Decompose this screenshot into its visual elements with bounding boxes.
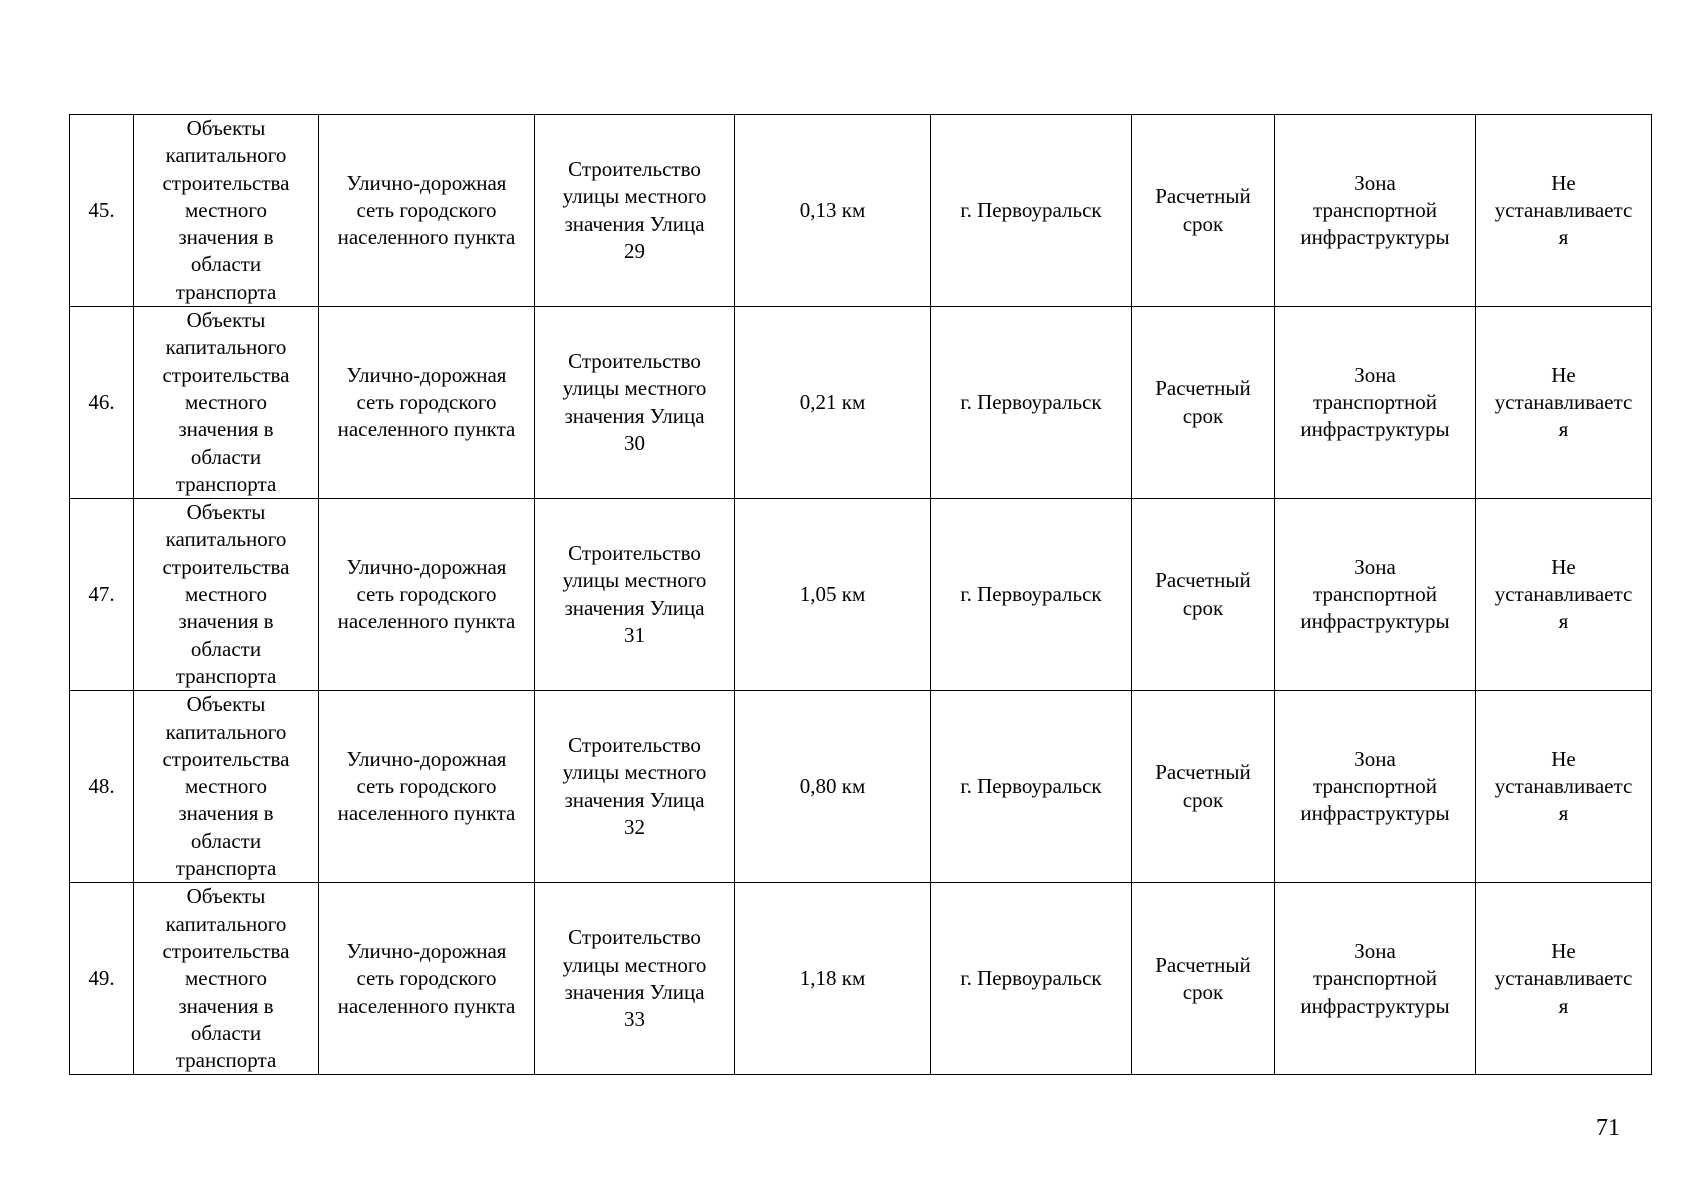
object-location: г. Первоуральск <box>960 774 1102 799</box>
page-number: 71 <box>1596 1115 1620 1141</box>
object-purpose: Строительство улицы местного значения Улица 32 <box>562 733 707 840</box>
table-row <box>70 115 1652 307</box>
zone-boundaries: Не устанавливаетс я <box>1494 554 1633 634</box>
object-type: Улично-дорожная сеть городского населенного пункта <box>337 938 516 1018</box>
functional-zone-cell <box>1275 115 1476 307</box>
zone-boundaries-cell <box>1476 499 1652 691</box>
object-location: г. Первоуральск <box>960 389 1102 414</box>
object-location: г. Первоуральск <box>960 582 1102 607</box>
object-purpose: Строительство улицы местного значения Улица 30 <box>562 349 707 455</box>
row-number: 49. <box>88 966 115 991</box>
object-length-cell <box>735 883 931 1075</box>
object-purpose-cell <box>535 307 735 499</box>
row-number-cell <box>70 499 134 691</box>
object-location-cell <box>931 691 1132 883</box>
table-row <box>70 691 1652 883</box>
implementation-term-cell <box>1132 115 1275 307</box>
row-number: 46. <box>88 389 115 414</box>
implementation-term-cell <box>1132 691 1275 883</box>
object-length-cell <box>735 307 931 499</box>
implementation-term-cell <box>1132 499 1275 691</box>
object-type-cell <box>319 691 535 883</box>
zone-boundaries: Не устанавливаетс я <box>1494 362 1633 442</box>
implementation-term: Расчетный срок <box>1155 184 1251 236</box>
object-location-cell <box>931 499 1132 691</box>
object-type-cell <box>319 499 535 691</box>
object-length-cell <box>735 499 931 691</box>
object-purpose-cell <box>535 115 735 307</box>
object-type: Улично-дорожная сеть городского населенного пункта <box>337 170 516 250</box>
object-length: 1,18 км <box>799 966 866 991</box>
object-purpose: Строительство улицы местного значения Улица 33 <box>562 925 707 1032</box>
object-category: Объекты капитального строительства местного значения в области транспорта <box>162 308 290 496</box>
implementation-term: Расчетный срок <box>1155 952 1251 1004</box>
functional-zone: Зона транспортной инфраструктуры <box>1300 938 1450 1018</box>
implementation-term-cell <box>1132 307 1275 499</box>
row-number: 48. <box>88 774 115 799</box>
object-category: Объекты капитального строительства местного значения в области транспорта <box>162 884 290 1073</box>
object-location-cell <box>931 883 1132 1075</box>
object-type: Улично-дорожная сеть городского населенного пункта <box>337 746 516 826</box>
row-number-cell <box>70 307 134 499</box>
object-category: Объекты капитального строительства местного значения в области транспорта <box>162 500 290 688</box>
row-number-cell <box>70 115 134 307</box>
object-category-cell <box>134 499 319 691</box>
table-row <box>70 883 1652 1075</box>
object-type-cell <box>319 115 535 307</box>
object-purpose: Строительство улицы местного значения Улица 29 <box>562 156 707 263</box>
object-category: Объекты капитального строительства местного значения в области транспорта <box>162 116 290 304</box>
functional-zone: Зона транспортной инфраструктуры <box>1300 554 1450 634</box>
zone-boundaries-cell <box>1476 307 1652 499</box>
zone-boundaries-cell <box>1476 115 1652 307</box>
implementation-term: Расчетный срок <box>1155 568 1251 620</box>
object-type: Улично-дорожная сеть городского населенного пункта <box>337 554 516 634</box>
zone-boundaries-cell <box>1476 691 1652 883</box>
table-row <box>70 499 1652 691</box>
object-purpose-cell <box>535 499 735 691</box>
zone-boundaries: Не устанавливаетс я <box>1494 170 1633 250</box>
object-purpose: Строительство улицы местного значения Улица 31 <box>562 541 707 647</box>
functional-zone: Зона транспортной инфраструктуры <box>1300 746 1450 826</box>
row-number: 45. <box>88 197 115 222</box>
object-length: 0,13 км <box>799 197 866 222</box>
planned-objects-table <box>69 114 1652 1075</box>
zone-boundaries: Не устанавливаетс я <box>1494 746 1633 826</box>
functional-zone-cell <box>1275 883 1476 1075</box>
object-category: Объекты капитального строительства местного значения в области транспорта <box>162 692 290 881</box>
object-purpose-cell <box>535 691 735 883</box>
functional-zone: Зона транспортной инфраструктуры <box>1300 170 1450 250</box>
object-location: г. Первоуральск <box>960 966 1102 991</box>
zone-boundaries-cell <box>1476 883 1652 1075</box>
row-number: 47. <box>88 582 115 607</box>
row-number-cell <box>70 883 134 1075</box>
object-length: 0,21 км <box>799 389 866 414</box>
functional-zone-cell <box>1275 307 1476 499</box>
object-category-cell <box>134 307 319 499</box>
object-type: Улично-дорожная сеть городского населенного пункта <box>337 362 516 442</box>
functional-zone-cell <box>1275 499 1476 691</box>
object-length-cell <box>735 691 931 883</box>
table-row <box>70 307 1652 499</box>
zone-boundaries: Не устанавливаетс я <box>1494 938 1633 1018</box>
implementation-term-cell <box>1132 883 1275 1075</box>
row-number-cell <box>70 691 134 883</box>
object-type-cell <box>319 883 535 1075</box>
functional-zone: Зона транспортной инфраструктуры <box>1300 362 1450 442</box>
object-location: г. Первоуральск <box>960 197 1102 222</box>
object-length: 1,05 км <box>799 582 866 607</box>
object-type-cell <box>319 307 535 499</box>
object-category-cell <box>134 691 319 883</box>
implementation-term: Расчетный срок <box>1155 760 1251 812</box>
object-category-cell <box>134 883 319 1075</box>
object-location-cell <box>931 307 1132 499</box>
object-purpose-cell <box>535 883 735 1075</box>
functional-zone-cell <box>1275 691 1476 883</box>
object-category-cell <box>134 115 319 307</box>
object-length-cell <box>735 115 931 307</box>
implementation-term: Расчетный срок <box>1155 376 1251 428</box>
object-length: 0,80 км <box>799 774 866 799</box>
object-location-cell <box>931 115 1132 307</box>
